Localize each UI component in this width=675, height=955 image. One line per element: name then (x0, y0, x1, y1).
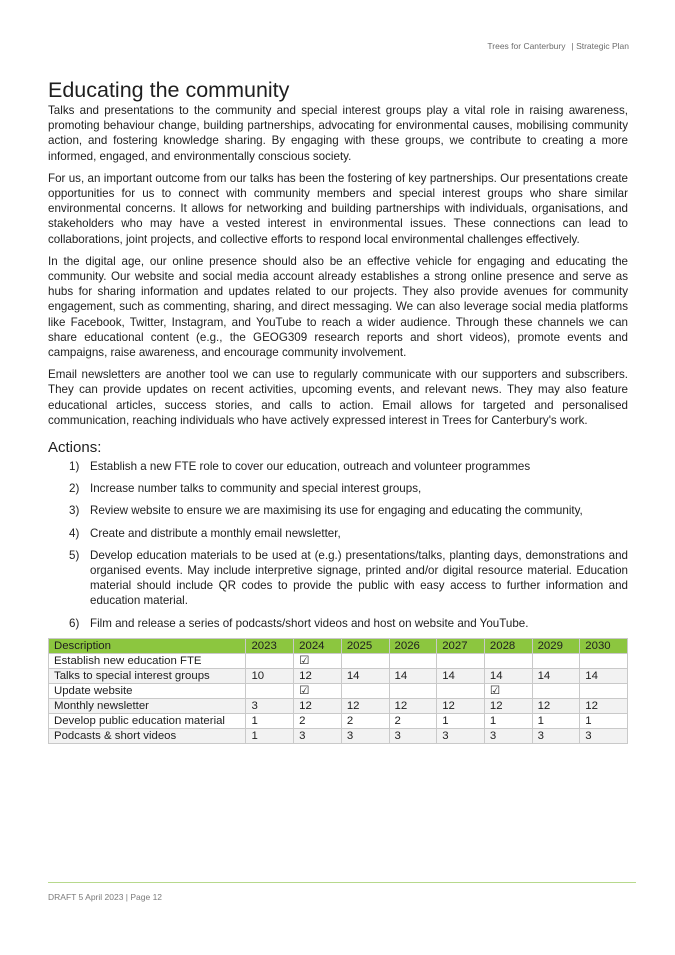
year-value-cell: 14 (437, 668, 485, 683)
year-value-cell (246, 653, 294, 668)
year-value-cell: 3 (484, 728, 532, 743)
year-value-cell: 10 (246, 668, 294, 683)
action-number: 1) (69, 460, 80, 474)
year-value-cell (532, 653, 580, 668)
year-value-cell: 2 (294, 713, 342, 728)
year-value-cell: 1 (437, 713, 485, 728)
year-value-cell: 14 (532, 668, 580, 683)
column-header: 2025 (341, 638, 389, 653)
actions-heading: Actions: (48, 439, 102, 457)
section-title: Educating the community (48, 78, 290, 102)
year-value-cell: 3 (246, 698, 294, 713)
year-value-cell (437, 653, 485, 668)
year-value-cell: 12 (389, 698, 437, 713)
action-text: Establish a new FTE role to cover our education, outreach and volunteer programmes (90, 460, 531, 474)
column-header: 2027 (437, 638, 485, 653)
row-description-cell: Develop public education material (49, 713, 246, 728)
column-header: 2030 (580, 638, 628, 653)
year-value-cell: 12 (484, 698, 532, 713)
table-row (49, 668, 628, 683)
year-value-cell: 12 (580, 698, 628, 713)
table-row (49, 683, 628, 698)
year-value-cell (580, 683, 628, 698)
actions-list (48, 459, 628, 631)
year-value-cell (341, 653, 389, 668)
action-text: Review website to ensure we are maximising its use for engaging and educating the community, (90, 504, 583, 518)
action-number: 6) (69, 616, 80, 630)
year-value-cell (437, 683, 485, 698)
year-value-cell: 3 (389, 728, 437, 743)
table-row (49, 653, 628, 668)
column-header: 2024 (294, 638, 342, 653)
action-text: Increase number talks to community and special interest groups, (90, 482, 422, 496)
row-description-cell: Talks to special interest groups (49, 668, 246, 683)
column-header: 2029 (532, 638, 580, 653)
year-value-cell: ☑ (294, 653, 342, 668)
paragraph: In the digital age, our online presence should also be an effective vehicle for engaging and educating the community. Our website and social media account already establishes a strong online presence and serve as hubs for sharing information and updates related to our projects. They also provide avenues for community engagement, such as commenting, sharing, and direct messaging. We can also leverage social media platforms like Facebook, Twitter, Instagram, and YouTube to reach a wider audience. Through these channels we can share educational content (e.g., the GEOG309 research reports and short videos), promote events and campaigns, raise awareness, and encourage community involvement. (48, 254, 628, 360)
action-item (48, 548, 628, 609)
year-value-cell (389, 653, 437, 668)
year-value-cell: 1 (246, 728, 294, 743)
year-value-cell: 14 (389, 668, 437, 683)
year-value-cell: 2 (389, 713, 437, 728)
table-row (49, 728, 628, 743)
year-value-cell: 12 (532, 698, 580, 713)
year-value-cell (389, 683, 437, 698)
year-value-cell: 3 (580, 728, 628, 743)
year-value-cell: 3 (294, 728, 342, 743)
actions-timeline-table (48, 638, 628, 744)
column-header: 2028 (484, 638, 532, 653)
year-value-cell: 12 (294, 668, 342, 683)
page-header (487, 41, 629, 51)
year-value-cell: ☑ (294, 683, 342, 698)
table-row (49, 698, 628, 713)
action-item (48, 616, 628, 631)
table-header-row (49, 638, 628, 653)
row-description-cell: Establish new education FTE (49, 653, 246, 668)
year-value-cell: 1 (484, 713, 532, 728)
year-value-cell: ☑ (484, 683, 532, 698)
row-description-cell: Monthly newsletter (49, 698, 246, 713)
action-number: 4) (69, 526, 80, 540)
action-item (48, 526, 628, 541)
year-value-cell: 1 (580, 713, 628, 728)
action-text: Film and release a series of podcasts/short videos and host on website and YouTube. (90, 616, 529, 630)
row-description-cell: Update website (49, 683, 246, 698)
table-row (49, 713, 628, 728)
action-number: 2) (69, 482, 80, 496)
paragraph: For us, an important outcome from our talks has been the fostering of key partnerships. Our presentations create opportunities for us to connect with community members and special interest groups who share similar environmental concerns. It allows for networking and building partnerships with individuals, organisations, and stakeholders who may have a vested interest in environmental issues. These connections can lead to collaborations, joint projects, and collective efforts to respond local environmental challenges effectively. (48, 171, 628, 246)
header-doc: | Strategic Plan (571, 41, 629, 51)
year-value-cell: 14 (484, 668, 532, 683)
year-value-cell: 12 (437, 698, 485, 713)
year-value-cell: 1 (532, 713, 580, 728)
year-value-cell (532, 683, 580, 698)
year-value-cell: 14 (341, 668, 389, 683)
action-number: 3) (69, 504, 80, 518)
footer-divider (48, 882, 636, 883)
paragraph: Email newsletters are another tool we can use to regularly communicate with our supporters and subscribers. They can provide updates on recent activities, upcoming events, and relevant news. They may also feature educational articles, success stories, and calls to action. Email allows for targeted and personalised communication, reaching individuals who have actively expressed interest in Trees for Canterbury's work. (48, 368, 628, 427)
year-value-cell: 3 (341, 728, 389, 743)
year-value-cell: 12 (294, 698, 342, 713)
year-value-cell: 12 (341, 698, 389, 713)
year-value-cell (341, 683, 389, 698)
year-value-cell: 14 (580, 668, 628, 683)
action-number: 5) (69, 548, 80, 562)
year-value-cell: 2 (341, 713, 389, 728)
year-value-cell (246, 683, 294, 698)
page-footer: DRAFT 5 April 2023 | Page 12 (48, 892, 163, 902)
action-item (48, 503, 628, 518)
action-text: Create and distribute a monthly email newsletter, (90, 526, 341, 540)
table-body (49, 653, 628, 743)
column-header: 2026 (389, 638, 437, 653)
year-value-cell (580, 653, 628, 668)
column-header: Description (49, 638, 246, 653)
row-description-cell: Podcasts & short videos (49, 728, 246, 743)
action-text: Develop education materials to be used at (e.g.) presentations/talks, planting days, demonstrations and organised events. May include interpretive signage, printed and/or digital resource material. Education material should include QR codes to provide the public with easy access to further information and education material. (90, 548, 628, 608)
paragraph: Talks and presentations to the community and special interest groups play a vital role in raising awareness, promoting behaviour change, building partnerships, advocating for environmental causes, mobilising community action, and fostering knowledge sharing. By engaging with these groups, we contribute to creating a more informed, engaged, and environmentally conscious society. (48, 104, 628, 163)
action-item (48, 459, 628, 474)
year-value-cell: 3 (437, 728, 485, 743)
column-header: 2023 (246, 638, 294, 653)
year-value-cell (484, 653, 532, 668)
main-content (48, 78, 628, 744)
header-org: Trees for Canterbury (487, 41, 566, 51)
year-value-cell: 3 (532, 728, 580, 743)
year-value-cell: 1 (246, 713, 294, 728)
action-item (48, 481, 628, 496)
